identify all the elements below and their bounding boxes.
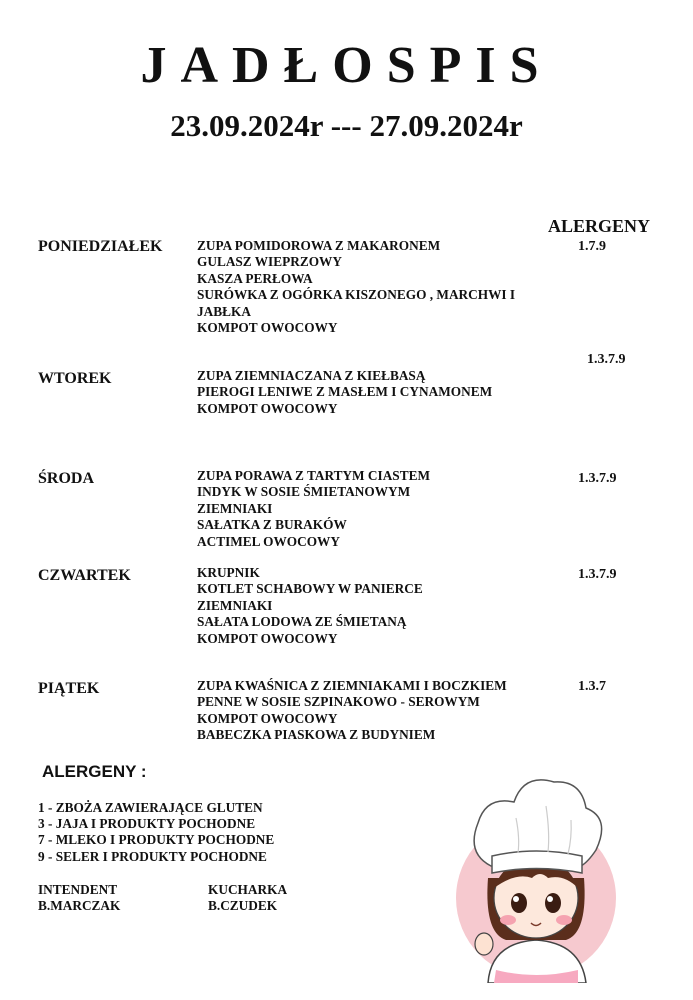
dish: SURÓWKA Z OGÓRKA KISZONEGO , MARCHWI I	[197, 287, 516, 303]
day-thursday: CZWARTEK	[38, 567, 131, 584]
chef-hand	[475, 933, 493, 955]
chef-cheek-right	[556, 915, 572, 925]
legend-item: 1 - ZBOŻA ZAWIERAJĄCE GLUTEN	[38, 800, 263, 815]
signature-cook	[208, 882, 287, 915]
dish: KRUPNIK	[197, 565, 260, 580]
dish: KASZA PERŁOWA	[197, 270, 313, 286]
dish: KOMPOT OWOCOWY	[197, 710, 338, 726]
dish: INDYK W SOSIE ŚMIETANOWYM	[197, 484, 411, 500]
dish: ZUPA PORAWA Z TARTYM CIASTEM	[197, 468, 430, 483]
allergens-column-header: ALERGENY	[548, 216, 651, 236]
dish: GULASZ WIEPRZOWY	[197, 254, 342, 270]
dish: PENNE W SOSIE SZPINAKOWO - SEROWYM	[197, 694, 480, 710]
chef-illustration	[436, 758, 636, 983]
allergens-wednesday: 1.3.7.9	[578, 471, 617, 486]
legend-item: 3 - JAJA I PRODUKTY POCHODNE	[38, 816, 256, 832]
dishes-thursday	[197, 565, 547, 647]
dish: JABŁKA	[197, 303, 251, 319]
dish: ZUPA ZIEMNIACZANA Z KIEŁBASĄ	[197, 368, 426, 383]
day-tuesday: WTOREK	[38, 370, 112, 387]
dish: BABECZKA PIASKOWA Z BUDYNIEM	[197, 727, 436, 743]
allergens-monday: 1.7.9	[578, 239, 606, 254]
allergens-legend	[38, 800, 274, 865]
day-friday: PIĄTEK	[38, 680, 100, 697]
intendent-role: INTENDENT	[38, 882, 118, 897]
dish: SAŁATKA Z BURAKÓW	[197, 517, 347, 533]
intendent-name: B.MARCZAK	[38, 898, 121, 914]
dish: ZIEMNIAKI	[197, 500, 273, 516]
dishes-wednesday	[197, 468, 547, 550]
dish: KOMPOT OWOCOWY	[197, 320, 338, 336]
dish: ZIEMNIAKI	[197, 597, 273, 613]
chef-eye-left	[511, 893, 527, 913]
legend-item: 9 - SELER I PRODUKTY POCHODNE	[38, 848, 267, 864]
allergens-legend-title: ALERGENY :	[42, 762, 147, 781]
legend-item: 7 - MLEKO I PRODUKTY POCHODNE	[38, 832, 275, 848]
dish: PIEROGI LENIWE Z MASŁEM I CYNAMONEM	[197, 384, 493, 400]
cook-name: B.CZUDEK	[208, 898, 278, 914]
dish: ACTIMEL OWOCOWY	[197, 533, 340, 549]
dishes-monday	[197, 238, 547, 336]
cook-role: KUCHARKA	[208, 882, 288, 897]
signature-intendent	[38, 882, 120, 915]
date-range: 23.09.2024r --- 27.09.2024r	[170, 108, 523, 143]
allergens-friday: 1.3.7	[578, 679, 606, 694]
dish: KOMPOT OWOCOWY	[197, 400, 338, 416]
chef-cheek-left	[500, 915, 516, 925]
dish: SAŁATA LODOWA ZE ŚMIETANĄ	[197, 614, 407, 630]
dishes-tuesday	[197, 368, 547, 417]
dish: KOMPOT OWOCOWY	[197, 630, 338, 646]
day-wednesday: ŚRODA	[38, 470, 95, 487]
dish: ZUPA POMIDOROWA Z MAKARONEM	[197, 238, 441, 253]
dishes-friday	[197, 678, 547, 744]
page-title: JADŁOSPIS	[140, 37, 553, 94]
allergens-thursday: 1.3.7.9	[578, 567, 617, 582]
day-monday: PONIEDZIAŁEK	[38, 238, 163, 255]
dish: ZUPA KWAŚNICA Z ZIEMNIAKAMI I BOCZKIEM	[197, 678, 507, 693]
chef-eye-right	[545, 893, 561, 913]
allergens-tuesday: 1.3.7.9	[587, 352, 626, 367]
dish: KOTLET SCHABOWY W PANIERCE	[197, 581, 423, 597]
